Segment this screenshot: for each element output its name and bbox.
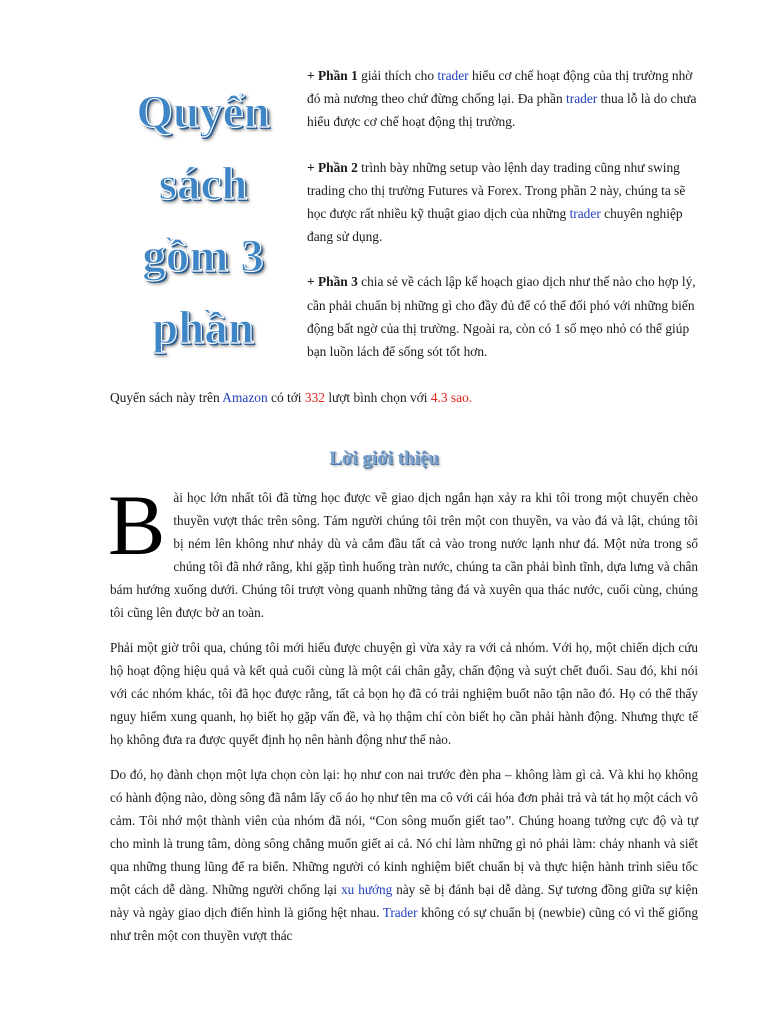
text-run: Do đó, họ đành chọn một lựa chọn còn lại: họ như con nai trước đèn pha – không làm gì cả. Và khi họ không có hành động nào, dòng sông đã nắm lấy cổ áo họ như tên ma cô với cái hóa đơn phải trả và tát họ một cách vô cảm. Tôi nhớ một thành viên của nhóm đã nói, “Con sông muốn giết tao”. Chúng hoang tưởng cực độ và tự cho mình là trung tâm, dòng sông chẳng muốn giết ai cả. Nó chỉ làm những gì nó phải làm: chảy nhanh và siết qua những thung lũng để ra biển. Những người có kinh nghiệm biết chuẩn bị và thực hiện hành trình siêu tốc một cách dễ dàng. Những người chống lại xyxy=(110,767,698,897)
text-run: có tới xyxy=(267,390,305,405)
highlighted-term: trader xyxy=(437,68,469,83)
text-run: trình bày những setup vào lệnh day trading cũng như swing trading cho thị trường Futures và Forex. Trong phần 2 này, chúng ta sẽ học được rất nhiều kỹ thuật giao dịch của những xyxy=(307,159,686,222)
text-run: lượt bình chọn với xyxy=(324,390,431,405)
highlighted-term: Amazon xyxy=(222,390,268,405)
text-run: giải thích cho xyxy=(357,68,438,83)
highlighted-term: 332 xyxy=(304,390,325,405)
part-label: + Phần 2 xyxy=(307,159,358,175)
text-run: Quyển sách này trên xyxy=(110,390,223,405)
highlighted-term: trader xyxy=(566,91,598,107)
part-text xyxy=(307,274,696,359)
drop-cap: B xyxy=(108,477,166,573)
intro-paragraph-3 xyxy=(110,763,698,947)
title-graphic-line: sách xyxy=(158,158,248,210)
text-run: chuyên nghiệp đang sử dụng. xyxy=(307,206,683,245)
highlighted-term: xu hướng xyxy=(341,882,393,897)
book-parts-title-graphic xyxy=(118,76,288,366)
highlighted-term: Trader xyxy=(382,905,418,920)
text-run: này sẽ bị đánh bại dễ dàng. Sự tương đồng giữa sự kiện này và ngày giao dịch điển hình là giống hệt nhau. xyxy=(110,882,698,920)
text-run: Phải một giờ trôi qua, chúng tôi mới hiểu được chuyện gì vừa xảy ra với cả nhóm. Với họ, một chiến dịch cứu hộ hoạt động hiệu quả và kết quả cuối cùng là một cái chân gẫy, chấn động và suýt chết đuối. Sau đó, khi nói với các nhóm khác, tôi đã học được rằng, tất cả bọn họ đã có trải nghiệm buốt não tận não đó. Họ có thể thấy nguy hiểm xung quanh, họ biết họ gặp vấn đề, và họ thậm chí còn biết họ cần phải hành động. Nhưng thực tế họ không đưa ra được quyết định họ nên hành động như thế nào. xyxy=(110,640,698,747)
title-graphic-line: phần xyxy=(152,302,254,354)
text-run: ài học lớn nhất tôi đã từng học được về giao dịch ngắn hạn xảy ra khi tôi trong một chuyến chèo thuyền vượt thác trên sông. Tám người chúng tôi trên một con thuyền, va vào đá và lật, chúng tôi bị ném lên không như nhảy dù và cắm đầu tất cả vào trong nước lạnh như đá. Một nửa trong số chúng tôi đã nhớ rằng, khi gặp tình huống tràn nước, chúng ta cần phải bình tĩnh, dựa lưng và chân bám hướng xuống dưới. Chúng tôi trượt vòng quanh những tảng đá và xuyên qua thác nước, cuối cùng, chúng tôi cũng lên được bờ an toàn. xyxy=(110,490,698,620)
text-run: thua lỗ là do chưa hiểu được cơ chế hoạt động thị trường. xyxy=(307,91,697,130)
text-run: không có sự chuẩn bị (newbie) cũng có vì thế giống như trên một con thuyền vượt thác xyxy=(110,905,698,943)
part-3-description xyxy=(307,270,702,363)
title-graphic-line: gồm 3 xyxy=(142,230,264,282)
text-run: chia sẻ về cách lập kế hoạch giao dịch như thế nào cho hợp lý, cần phải chuẩn bị những gì cho đầy đủ để có thể đối phó với những biến động bất ngờ của thị trường. Ngoài ra, còn có 1 số mẹo nhỏ có thể giúp bạn luồn lách để sống sót tốt hơn. xyxy=(307,274,696,360)
text-run: hiểu cơ chế hoạt động của thị trường nhờ đó mà nương theo chứ đừng chống lại. Đa phần xyxy=(307,68,693,107)
highlighted-term: trader xyxy=(569,206,601,222)
amazon-rating-line xyxy=(110,387,472,409)
section-heading: Lời giới thiệu xyxy=(329,448,439,469)
part-text xyxy=(307,160,685,245)
part-label: + Phần 3 xyxy=(307,274,358,290)
title-graphic-line: Quyển xyxy=(136,86,270,138)
introduction-body xyxy=(108,477,698,959)
part-2-description xyxy=(307,156,702,249)
highlighted-term: 4.3 sao. xyxy=(430,390,473,405)
part-1-description xyxy=(307,64,702,134)
part-label: + Phần 1 xyxy=(307,68,358,83)
part-text xyxy=(307,68,696,129)
book-parts-list xyxy=(307,64,702,385)
intro-paragraph-2 xyxy=(110,636,698,751)
paragraph-text xyxy=(108,477,698,620)
intro-paragraph-1 xyxy=(108,477,698,624)
